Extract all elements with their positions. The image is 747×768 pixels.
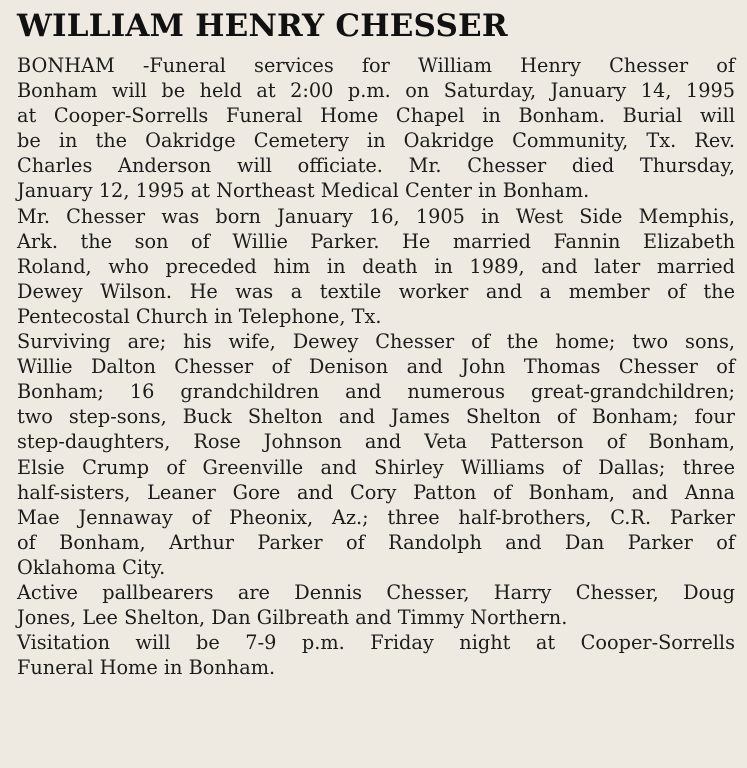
visitation-paragraph	[17, 630, 735, 680]
text-line: BONHAM -Funeral services for William Henry Chesser of	[17, 54, 735, 77]
text-line: two step-sons, Buck Shelton and James Shelton of Bonham; four	[17, 405, 735, 429]
survivors-paragraph	[17, 329, 735, 580]
text-line: Bonham; 16 grandchildren and numerous great-grandchildren;	[17, 380, 735, 404]
text-line: Roland, who preceded him in death in 1989, and later married	[17, 254, 735, 278]
biography-paragraph	[17, 204, 735, 329]
text-line: Pentecostal Church in Telephone, Tx.	[17, 304, 382, 328]
text-line: January 12, 1995 at Northeast Medical Center in Bonham.	[17, 179, 590, 203]
text-line: Funeral Home in Bonham.	[17, 656, 276, 680]
text-line: step-daughters, Rose Johnson and Veta Patterson of Bonham,	[17, 430, 735, 454]
text-line: half-sisters, Leaner Gore and Cory Patton of Bonham, and Anna	[17, 480, 735, 504]
text-line: Mae Jennaway of Pheonix, Az.; three half-brothers, C.R. Parker	[17, 505, 735, 529]
text-line: Oklahoma City.	[17, 555, 166, 579]
text-line: Dewey Wilson. He was a textile worker and a member of the	[17, 279, 735, 303]
text-line: Ark. the son of Willie Parker. He married Fannin Elizabeth	[17, 229, 735, 253]
text-line: Mr. Chesser was born January 16, 1905 in West Side Memphis,	[17, 204, 735, 228]
text-line: of Bonham, Arthur Parker of Randolph and Dan Parker of	[17, 530, 735, 554]
text-line: Visitation will be 7-9 p.m. Friday night at Cooper-Sorrells	[17, 631, 735, 655]
obituary-headline: WILLIAM HENRY CHESSER	[17, 8, 508, 44]
text-line: Surviving are; his wife, Dewey Chesser of the home; two sons,	[17, 330, 735, 354]
text-line: Jones, Lee Shelton, Dan Gilbreath and Timmy Northern.	[17, 606, 568, 630]
text-line: Active pallbearers are Dennis Chesser, Harry Chesser, Doug	[17, 580, 735, 604]
text-line: Elsie Crump of Greenville and Shirley Williams of Dallas; three	[17, 455, 735, 479]
text-line: be in the Oakridge Cemetery in Oakridge Community, Tx. Rev.	[17, 129, 735, 153]
obituary-body	[17, 53, 735, 680]
text-line: Charles Anderson will officiate. Mr. Chesser died Thursday,	[17, 154, 735, 178]
pallbearers-paragraph	[17, 580, 735, 630]
funeral-services-paragraph	[17, 53, 735, 204]
text-line: Bonham will be held at 2:00 p.m. on Saturday, January 14, 1995	[17, 79, 735, 103]
text-line: at Cooper-Sorrells Funeral Home Chapel in Bonham. Burial will	[17, 104, 735, 128]
text-line: Willie Dalton Chesser of Denison and John Thomas Chesser of	[17, 355, 735, 379]
